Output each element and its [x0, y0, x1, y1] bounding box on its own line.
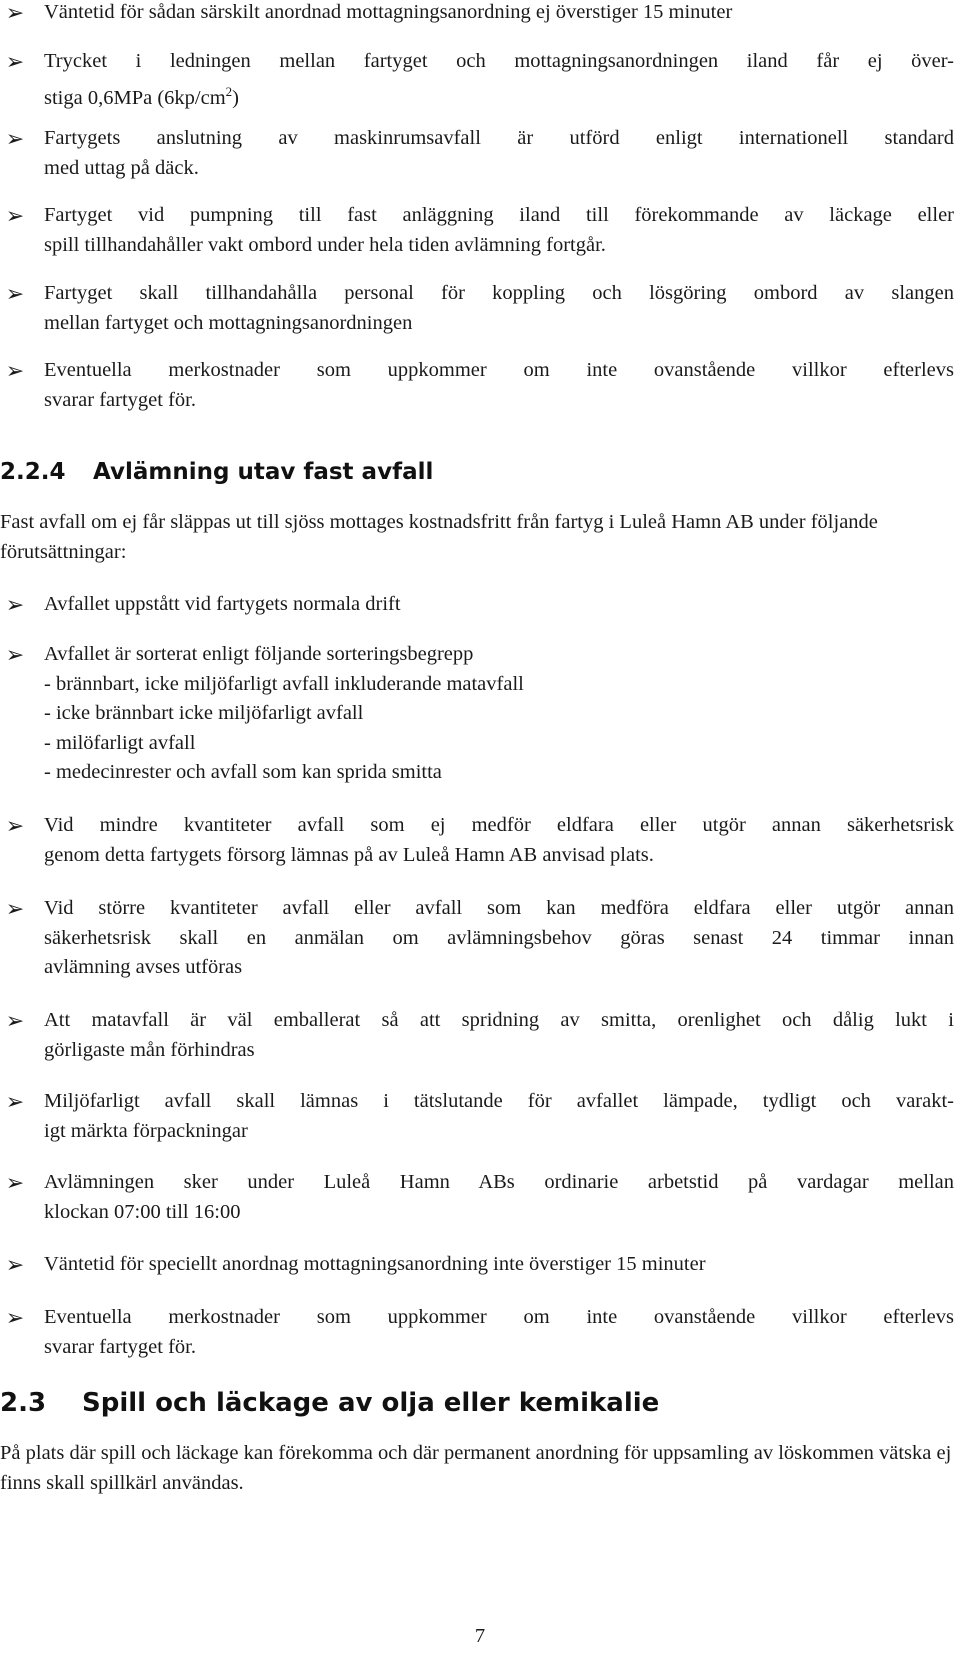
list-item: ➢ Trycket i ledningen mellan fartyget och mottagningsanordningen iland får ej över- stiga 0,6MPa $(6kp/cm^2)$ [44, 47, 954, 113]
intro-paragraph: Fast avfall om ej får släppas ut till sjöss mottages kostnadsfritt från fartyg i Luleå Hamn AB under följande förutsättningar: [0, 511, 878, 563]
arrowhead-bullet-icon: ➢ [5, 1305, 25, 1330]
list-item: ➢ Att matavfall är väl emballerat så att spridning av smitta, orenlighet och dålig lukt i görligaste mån förhindras [44, 1006, 954, 1065]
arrowhead-bullet-icon: ➢ [5, 358, 25, 383]
section-heading: 2.2.4 Avlämning utav fast avfall [0, 459, 434, 485]
list-item: ➢ Vid mindre kvantiteter avfall som ej medför eldfara eller utgör annan säkerhetsrisk genom detta fartygets försorg lämnas på av Luleå Hamn AB anvisad plats. [44, 811, 954, 870]
arrowhead-bullet-icon: ➢ [5, 1170, 25, 1195]
arrowhead-bullet-icon: ➢ [5, 642, 25, 667]
body-paragraph: På plats där spill och läckage kan förekomma och där permanent anordning för uppsamling av löskommen vätska ej finns skall spillkärl användas. [0, 1442, 952, 1494]
page-number: 7 [474, 1625, 486, 1647]
arrowhead-bullet-icon: ➢ [5, 813, 25, 838]
list-item: ➢ Miljöfarligt avfall skall lämnas i tätslutande för avfallet lämpade, tydligt och varakt- igt märkta förpackningar [44, 1087, 954, 1146]
list-item: ➢ Väntetid för speciellt anordnag mottagningsanordning inte överstiger 15 minuter [44, 1250, 954, 1280]
list-item: ➢ Vid större kvantiteter avfall eller avfall som kan medföra eldfara eller utgör annan säkerhetsrisk skall en anmälan om avlämningsbehov göras senast 24 timmar innan avlämning avses utföras [44, 894, 954, 983]
arrowhead-bullet-icon: ➢ [5, 1089, 25, 1114]
arrowhead-bullet-icon: ➢ [5, 1252, 25, 1277]
arrowhead-bullet-icon: ➢ [5, 0, 25, 25]
arrowhead-bullet-icon: ➢ [5, 281, 25, 306]
list-item: ➢ Väntetid för sådan särskilt anordnad mottagningsanordning ej överstiger 15 minuter [44, 0, 954, 28]
list-item: ➢ Eventuella merkostnader som uppkommer om inte ovanstående villkor efterlevs svarar fartyget för. [44, 1303, 954, 1362]
arrowhead-bullet-icon: ➢ [5, 126, 25, 151]
list-item: ➢ Fartyget skall tillhandahålla personal för koppling och lösgöring ombord av slangen mellan fartyget och mottagningsanordningen [44, 279, 954, 338]
arrowhead-bullet-icon: ➢ [5, 896, 25, 921]
arrowhead-bullet-icon: ➢ [5, 1008, 25, 1033]
list-item: ➢ Eventuella merkostnader som uppkommer om inte ovanstående villkor efterlevs svarar fartyget för. [44, 356, 954, 415]
arrowhead-bullet-icon: ➢ [5, 49, 25, 74]
list-item: ➢ Fartygets anslutning av maskinrumsavfall är utförd enligt internationell standard med uttag på däck. [44, 124, 954, 183]
arrowhead-bullet-icon: ➢ [5, 592, 25, 617]
list-item: ➢ Fartyget vid pumpning till fast anläggning iland till förekommande av läckage eller spill tillhandahåller vakt ombord under hela tiden avlämning fortgår. [44, 201, 954, 260]
list-item: ➢ Avfallet uppstått vid fartygets normala drift [44, 590, 954, 620]
arrowhead-bullet-icon: ➢ [5, 203, 25, 228]
section-heading: 2.3 Spill och läckage av olja eller kemikalie [0, 1388, 660, 1418]
list-item: ➢ Avlämningen sker under Luleå Hamn ABs ordinarie arbetstid på vardagar mellan klockan 07:00 till 16:00 [44, 1168, 954, 1227]
list-item: ➢ Avfallet är sorterat enligt följande sorteringsbegrepp - brännbart, icke miljöfarligt avfall inkluderande matavfall - icke brännbart icke miljöfarligt avfall - milöfarligt avfall - medecinrester och avfall som kan sprida smitta [44, 640, 954, 788]
